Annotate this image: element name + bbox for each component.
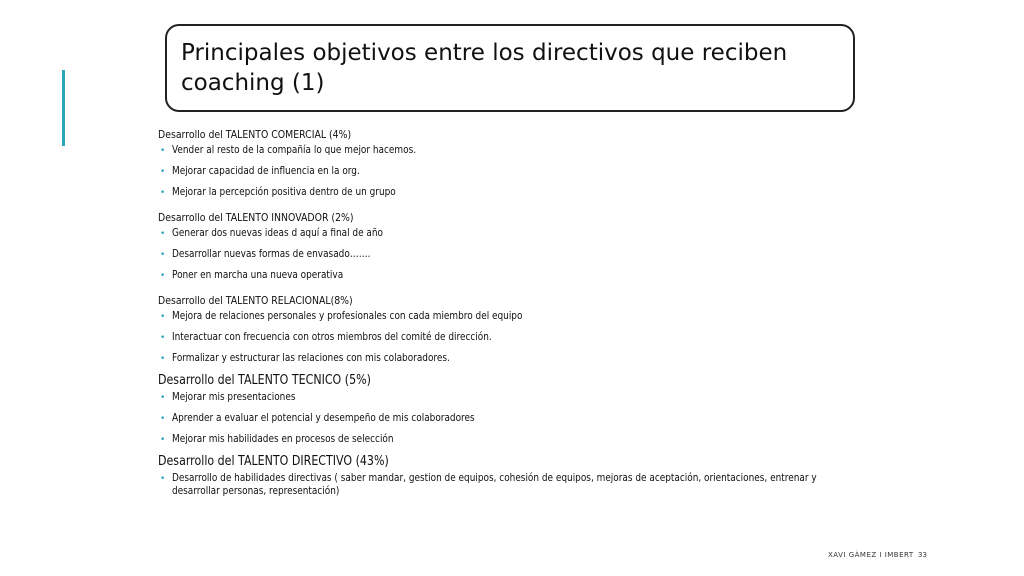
bullet-list (158, 144, 858, 199)
bullet-icon: • (160, 146, 166, 156)
bullet-icon: • (160, 333, 166, 343)
list-item: • Desarrollar nuevas formas de envasado……. (160, 248, 371, 260)
footer-author: XAVI GÀMEZ I IMBERT (828, 551, 914, 559)
bullet-icon: • (160, 188, 166, 198)
bullet-list (158, 472, 858, 498)
bullet-list (158, 227, 858, 282)
list-item: • Formalizar y estructurar las relaciones con mis colaboradores. (160, 352, 450, 364)
bullet-icon: • (160, 435, 166, 445)
section-heading: Desarrollo del TALENTO RELACIONAL(8%) (158, 294, 353, 307)
bullet-icon: • (160, 414, 166, 424)
slide-title: Principales objetivos entre los directivos que reciben coaching (1) (181, 40, 788, 96)
list-item: • Mejora de relaciones personales y profesionales con cada miembro del equipo (160, 310, 523, 322)
list-item: • Mejorar mis presentaciones (160, 391, 296, 403)
bullet-list (158, 391, 858, 446)
list-item: • Generar dos nuevas ideas d aquí a final de año (160, 227, 384, 239)
title-box (165, 24, 855, 112)
bullet-icon: • (160, 167, 166, 177)
list-item: • Vender al resto de la compañía lo que mejor hacemos. (160, 144, 417, 156)
bullet-icon: • (160, 312, 166, 322)
bullet-list (158, 310, 858, 365)
list-item: • Mejorar capacidad de influencia en la org. (160, 165, 360, 177)
section-heading: Desarrollo del TALENTO TECNICO (5%) (158, 373, 371, 388)
accent-bar (62, 70, 65, 146)
section-directivo (158, 454, 858, 498)
bullet-icon: • (160, 250, 166, 260)
bullet-icon: • (160, 271, 166, 281)
section-heading: Desarrollo del TALENTO COMERCIAL (4%) (158, 128, 352, 141)
bullet-icon: • (160, 393, 166, 403)
bullet-icon: • (160, 354, 166, 364)
section-heading: Desarrollo del TALENTO DIRECTIVO (43%) (158, 454, 389, 469)
section-comercial (158, 128, 858, 199)
slide-content (158, 128, 858, 506)
list-item: • Desarrollo de habilidades directivas ( saber mandar, gestion de equipos, cohesión de equipos, mejoras de aceptación, orientaciones, entrenar y desarrollar personas, representación) (160, 472, 817, 497)
list-item: • Mejorar mis habilidades en procesos de selección (160, 433, 394, 445)
page-number: 33 (918, 551, 927, 559)
list-item: • Aprender a evaluar el potencial y desempeño de mis colaboradores (160, 412, 475, 424)
section-heading: Desarrollo del TALENTO INNOVADOR (2%) (158, 211, 354, 224)
section-relacional (158, 294, 858, 365)
bullet-icon: • (160, 474, 166, 484)
list-item: • Interactuar con frecuencia con otros miembros del comité de dirección. (160, 331, 492, 343)
list-item: • Mejorar la percepción positiva dentro de un grupo (160, 186, 396, 198)
section-innovador (158, 211, 858, 282)
bullet-icon: • (160, 229, 166, 239)
section-tecnico (158, 373, 858, 446)
list-item: • Poner en marcha una nueva operativa (160, 269, 344, 281)
